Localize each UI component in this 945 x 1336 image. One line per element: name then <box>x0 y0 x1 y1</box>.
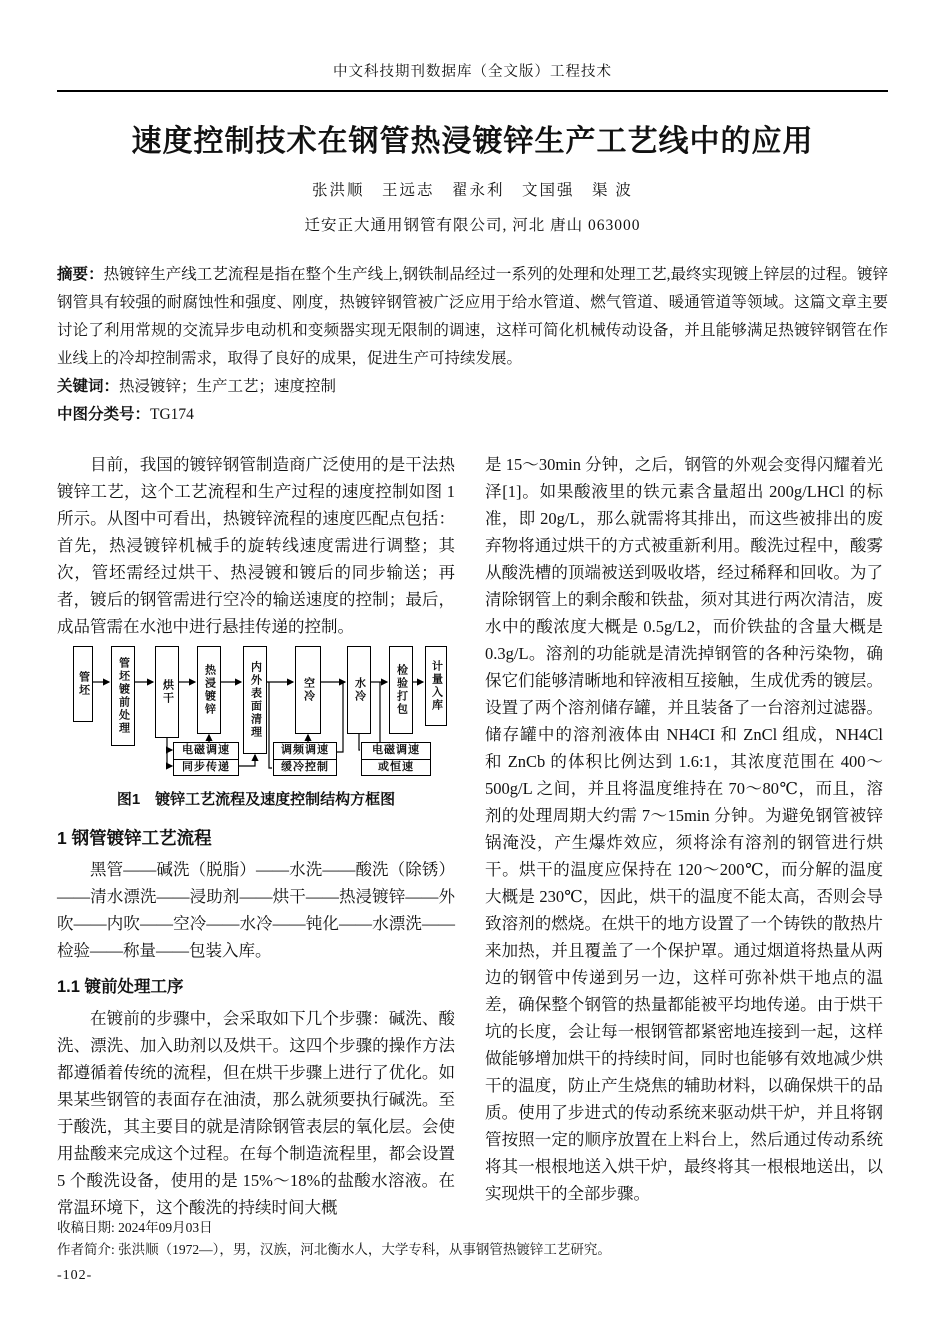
clc-line <box>57 401 888 429</box>
section-1-paragraph: 黑管——碱洗（脱脂）——水洗——酸洗（除锈）——清水漂洗——浸助剂——烘干——热浸镀锌——外吹——内吹——空冷——水冷——钝化——水漂洗——检验——称量——包装入库。 <box>57 860 455 960</box>
control-box-em-constant <box>361 742 431 776</box>
control-box-row: 同步传递 <box>174 759 238 776</box>
flow-box-label: 计量入库 <box>430 660 443 712</box>
right-column-paragraph: 是 15～30min 分钟，之后，钢管的外观会变得闪耀着光泽[1]。如果酸液里的铁元素含量超出 200g/LHCl 的标准，即 20g/L，那么就需将其排出，而这些被排出的废弃物将通过烘干的方式被重新利用。酸洗过程中，酸雾从酸洗槽的顶端被送到吸收塔，经过稀释和回收。为了清除钢管上的剩余酸和铁盐，须对其进行两次清洁，废水中的酸浓度大概是 0.5g/L2，而价铁盐的含量大概是 0.3g/L。溶剂的功能就是清洗掉钢管的各种污染物，确保它们能够清晰地和锌液相互接触，生成优秀的镀层。设置了两个溶剂储存罐，并且装备了一台溶剂过滤器。储存罐中的溶剂液体由 NH4CI 和 ZnCl 组成，NH4Cl 和 ZnCb 的体积比例达到 1.6:1，其浓度范围在 400～500g/L 之间，并且将温度维持在 70～80℃，而且，溶剂的处理周期大约需 7～15min 分钟。为避免钢管被锌锅淹没，产生爆炸效应，须将涂有溶剂的钢管进行烘干。烘干的温度应保持在 120～200℃，而分解的温度大概是 230℃，因此，烘干的温度不能太高，否则会导致溶剂的燃烧。在烘干的地方设置了一个铸铁的散热片来加热，并且覆盖了一个保护罩。通过烟道将热量从两边的钢管中传递到另一边，这样可弥补烘干地点的温差，确保整个钢管的热量都能被平均地传递。由于烘干坑的长度，会让每一根钢管都紧密地连接到一起，这样做能够增加烘干的持续时间，同时也能够有效地减少烘干的温度，防止产生烧焦的辅助材料，以确保烘干的品质。使用了步进式的传动系统来驱动烘干炉，并且将钢管按照一定的顺序放置在上料台上，然后通过传动系统将其一根根地送入烘干炉，最终将其一根根地送出，以实现烘干的全部步骤。 <box>485 455 883 1203</box>
process-flow-diagram <box>63 642 449 778</box>
body-columns <box>57 451 888 1217</box>
affiliation-line: 迁安正大通用钢管有限公司, 河北 唐山 063000 <box>304 217 641 234</box>
header-rule <box>57 90 888 92</box>
intro-paragraph: 目前，我国的镀锌钢管制造商广泛使用的是干法热镀锌工艺，这个工艺流程和生产过程的速度控制如图 1 所示。从图中可看出，热镀锌流程的速度匹配点包括：首先，热浸镀锌机械手的旋转线速度需进行调整；其次，管坯需经过烘干、热浸镀和镀后的同步输送；再者，镀后的钢管需进行空冷的输送速度的控制；最后，成品管需在水池中进行悬挂传递的控制。 <box>57 455 455 636</box>
control-box-row: 调频调速 <box>281 744 329 757</box>
right-column <box>485 451 883 1211</box>
flow-box-label: 检验打包 <box>395 664 408 716</box>
section-1-1-paragraph: 在镀前的步骤中，会采取如下几个步骤：碱洗、酸洗、漂洗、加入助剂以及烘干。这四个步骤的操作方法都遵循着传统的流程，但在烘干步骤上进行了优化。如果某些钢管的表面存在油渍，那么就须要执行碱洗。至于酸洗，其主要目的就是清除钢管表层的氧化层。会使用盐酸来完成这个过程。在每个制造流程里，都会设置 5 个酸洗设备，使用的是 15%～18%的盐酸水溶液。在常温环境下，这个酸洗的持续时间大概 <box>57 1009 455 1217</box>
keywords-text: 热浸镀锌；生产工艺；速度控制 <box>119 378 337 395</box>
section-1-1-heading: 1.1 镀前处理工序 <box>57 978 184 996</box>
page-number: -102- <box>57 1268 93 1283</box>
control-box-row: 或恒速 <box>362 759 430 776</box>
control-box-freq-slowcool <box>273 742 337 776</box>
section-1-heading: 1 钢管镀锌工艺流程 <box>57 828 212 848</box>
flow-box-label: 管坯 <box>77 671 90 697</box>
flow-box-billet <box>73 646 93 722</box>
page-title: 速度控制技术在钢管热浸镀锌生产工艺线中的应用 <box>131 125 814 158</box>
flow-box-label: 烘干 <box>161 679 174 705</box>
author-bio-line: 作者简介: 张洪顺（1972—），男，汉族，河北衡水人，大学专科，从事钢管热镀锌工艺研究。 <box>57 1242 611 1257</box>
keywords-label: 关键词： <box>57 378 120 395</box>
flow-box-label: 热浸镀锌 <box>203 664 216 716</box>
flow-box-water-cooling <box>347 646 371 734</box>
flow-box-surface-cleaning <box>243 646 267 754</box>
flow-box-drying <box>155 646 179 738</box>
figure-caption: 图1 镀锌工艺流程及速度控制结构方框图 <box>116 791 396 808</box>
authors-line: 张洪顺 王远志 翟永利 文国强 渠 波 <box>312 182 633 199</box>
control-box-row: 电磁调速 <box>372 744 420 757</box>
left-column <box>57 451 455 1217</box>
control-box-row: 电磁调速 <box>182 744 230 757</box>
abstract-block <box>57 261 888 429</box>
page-footer <box>57 1217 888 1287</box>
clc-label: 中图分类号： <box>57 406 151 423</box>
flow-box-pretreatment <box>111 646 135 746</box>
control-box-em-speed-sync <box>173 742 239 776</box>
flow-box-inspection-packing <box>389 646 413 734</box>
journal-header: 中文科技期刊数据库（全文版）工程技术 <box>333 64 612 80</box>
flow-box-warehousing <box>425 646 447 726</box>
flow-box-label: 空冷 <box>302 677 315 703</box>
keywords-line <box>57 373 888 401</box>
flow-box-label: 管坯镀前处理 <box>117 657 130 735</box>
flow-box-air-cooling <box>295 646 321 734</box>
flow-box-hot-dip-galvanizing <box>197 646 221 734</box>
flow-box-label: 水冷 <box>353 677 366 703</box>
flow-box-label: 内外表面清理 <box>249 661 262 739</box>
received-date-line: 收稿日期: 2024年09月03日 <box>57 1220 213 1235</box>
control-box-row: 缓冷控制 <box>274 759 336 776</box>
abstract-text: 热镀锌生产线工艺流程是指在整个生产线上,钢铁制品经过一系列的处理和处理工艺,最终实现镀上锌层的过程。镀锌钢管具有较强的耐腐蚀性和强度、刚度，热镀锌钢管被广泛应用于给水管道、燃气管道、暖通管道等领域。这篇文章主要讨论了利用常规的交流异步电动机和变频器实现无限制的调速，这样可简化机械传动设备，并且能够满足热镀锌钢管在作业线上的冷却控制需求，取得了良好的成果，促进生产可持续发展。 <box>57 266 888 367</box>
abstract-label: 摘要： <box>57 266 104 283</box>
clc-text: TG174 <box>150 406 194 423</box>
